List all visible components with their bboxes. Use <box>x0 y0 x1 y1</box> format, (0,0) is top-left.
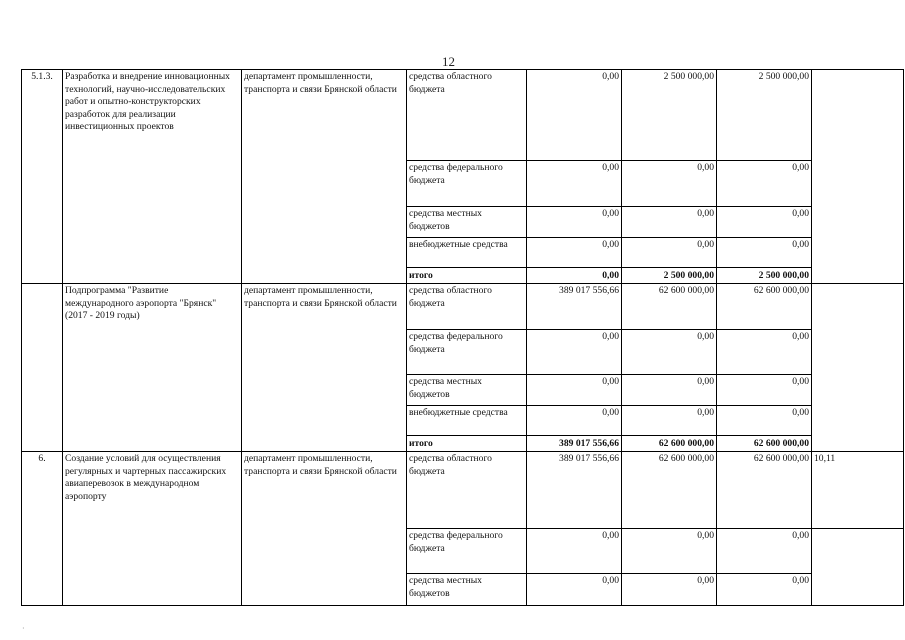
amount-cell: 0,00 <box>717 375 812 406</box>
item-number: 6. <box>22 452 63 606</box>
amount-cell: 0,00 <box>717 574 812 606</box>
amount-cell: 0,00 <box>622 330 717 375</box>
funding-source: средства местных бюджетов <box>407 207 527 238</box>
amount-cell: 0,00 <box>717 330 812 375</box>
item-number: 5.1.3. <box>22 70 63 284</box>
total-amount: 2 500 000,00 <box>622 268 717 284</box>
measure-name: Создание условий для осуществления регулярных и чартерных пассажирских авиаперевозок в международном аэропорту <box>63 452 242 606</box>
amount-cell: 0,00 <box>717 238 812 268</box>
total-amount: 62 600 000,00 <box>717 436 812 452</box>
table-row <box>22 70 904 161</box>
amount-cell: 0,00 <box>622 161 717 207</box>
amount-cell: 0,00 <box>527 207 622 238</box>
responsible-department: департамент промышленности, транспорта и связи Брянской области <box>242 284 407 452</box>
amount-cell: 0,00 <box>622 574 717 606</box>
funding-source: внебюджетные средства <box>407 238 527 268</box>
amount-cell: 62 600 000,00 <box>622 284 717 330</box>
amount-cell: 389 017 556,66 <box>527 284 622 330</box>
funding-source: средства областного бюджета <box>407 70 527 161</box>
amount-cell: 0,00 <box>717 529 812 574</box>
amount-cell: 0,00 <box>527 375 622 406</box>
responsible-department: департамент промышленности, транспорта и связи Брянской области <box>242 70 407 284</box>
amount-cell: 0,00 <box>527 406 622 436</box>
page-number: 12 <box>442 54 455 69</box>
amount-cell: 0,00 <box>527 529 622 574</box>
item-number <box>22 284 63 452</box>
table-row <box>22 452 904 529</box>
amount-cell: 389 017 556,66 <box>527 452 622 529</box>
amount-cell: 0,00 <box>622 529 717 574</box>
funding-source: средства федерального бюджета <box>407 330 527 375</box>
indicator-cell <box>812 529 904 606</box>
amount-cell: 0,00 <box>622 238 717 268</box>
amount-cell: 0,00 <box>717 406 812 436</box>
amount-cell: 0,00 <box>717 161 812 207</box>
responsible-department: департамент промышленности, транспорта и связи Брянской области <box>242 452 407 606</box>
funding-source: средства федерального бюджета <box>407 161 527 207</box>
amount-cell: 0,00 <box>622 375 717 406</box>
amount-cell: 0,00 <box>622 207 717 238</box>
funding-source-total: итого <box>407 268 527 284</box>
total-amount: 389 017 556,66 <box>527 436 622 452</box>
amount-cell: 62 600 000,00 <box>717 452 812 529</box>
funding-source: средства областного бюджета <box>407 452 527 529</box>
budget-table <box>21 69 904 606</box>
indicator-cell <box>812 70 904 284</box>
indicator-cell <box>812 284 904 452</box>
scan-speck: · <box>22 624 25 633</box>
subprogram-name: Подпрограмма "Развитие международного аэропорта "Брянск" (2017 - 2019 годы) <box>63 284 242 452</box>
total-amount: 62 600 000,00 <box>622 436 717 452</box>
funding-source: средства местных бюджетов <box>407 375 527 406</box>
amount-cell: 62 600 000,00 <box>622 452 717 529</box>
amount-cell: 0,00 <box>527 70 622 161</box>
total-amount: 0,00 <box>527 268 622 284</box>
amount-cell: 0,00 <box>717 207 812 238</box>
table-row <box>22 284 904 330</box>
indicator-cell: 10,11 <box>812 452 904 529</box>
amount-cell: 62 600 000,00 <box>717 284 812 330</box>
funding-source: средства областного бюджета <box>407 284 527 330</box>
amount-cell: 0,00 <box>527 161 622 207</box>
funding-source-total: итого <box>407 436 527 452</box>
amount-cell: 0,00 <box>527 330 622 375</box>
amount-cell: 0,00 <box>527 574 622 606</box>
measure-name: Разработка и внедрение инновационных технологий, научно-исследовательских работ и опытно-конструкторских разработок для реализации инвестиционных проектов <box>63 70 242 284</box>
funding-source: средства федерального бюджета <box>407 529 527 574</box>
funding-source: внебюджетные средства <box>407 406 527 436</box>
amount-cell: 2 500 000,00 <box>622 70 717 161</box>
amount-cell: 0,00 <box>622 406 717 436</box>
total-amount: 2 500 000,00 <box>717 268 812 284</box>
amount-cell: 0,00 <box>527 238 622 268</box>
funding-source: средства местных бюджетов <box>407 574 527 606</box>
amount-cell: 2 500 000,00 <box>717 70 812 161</box>
